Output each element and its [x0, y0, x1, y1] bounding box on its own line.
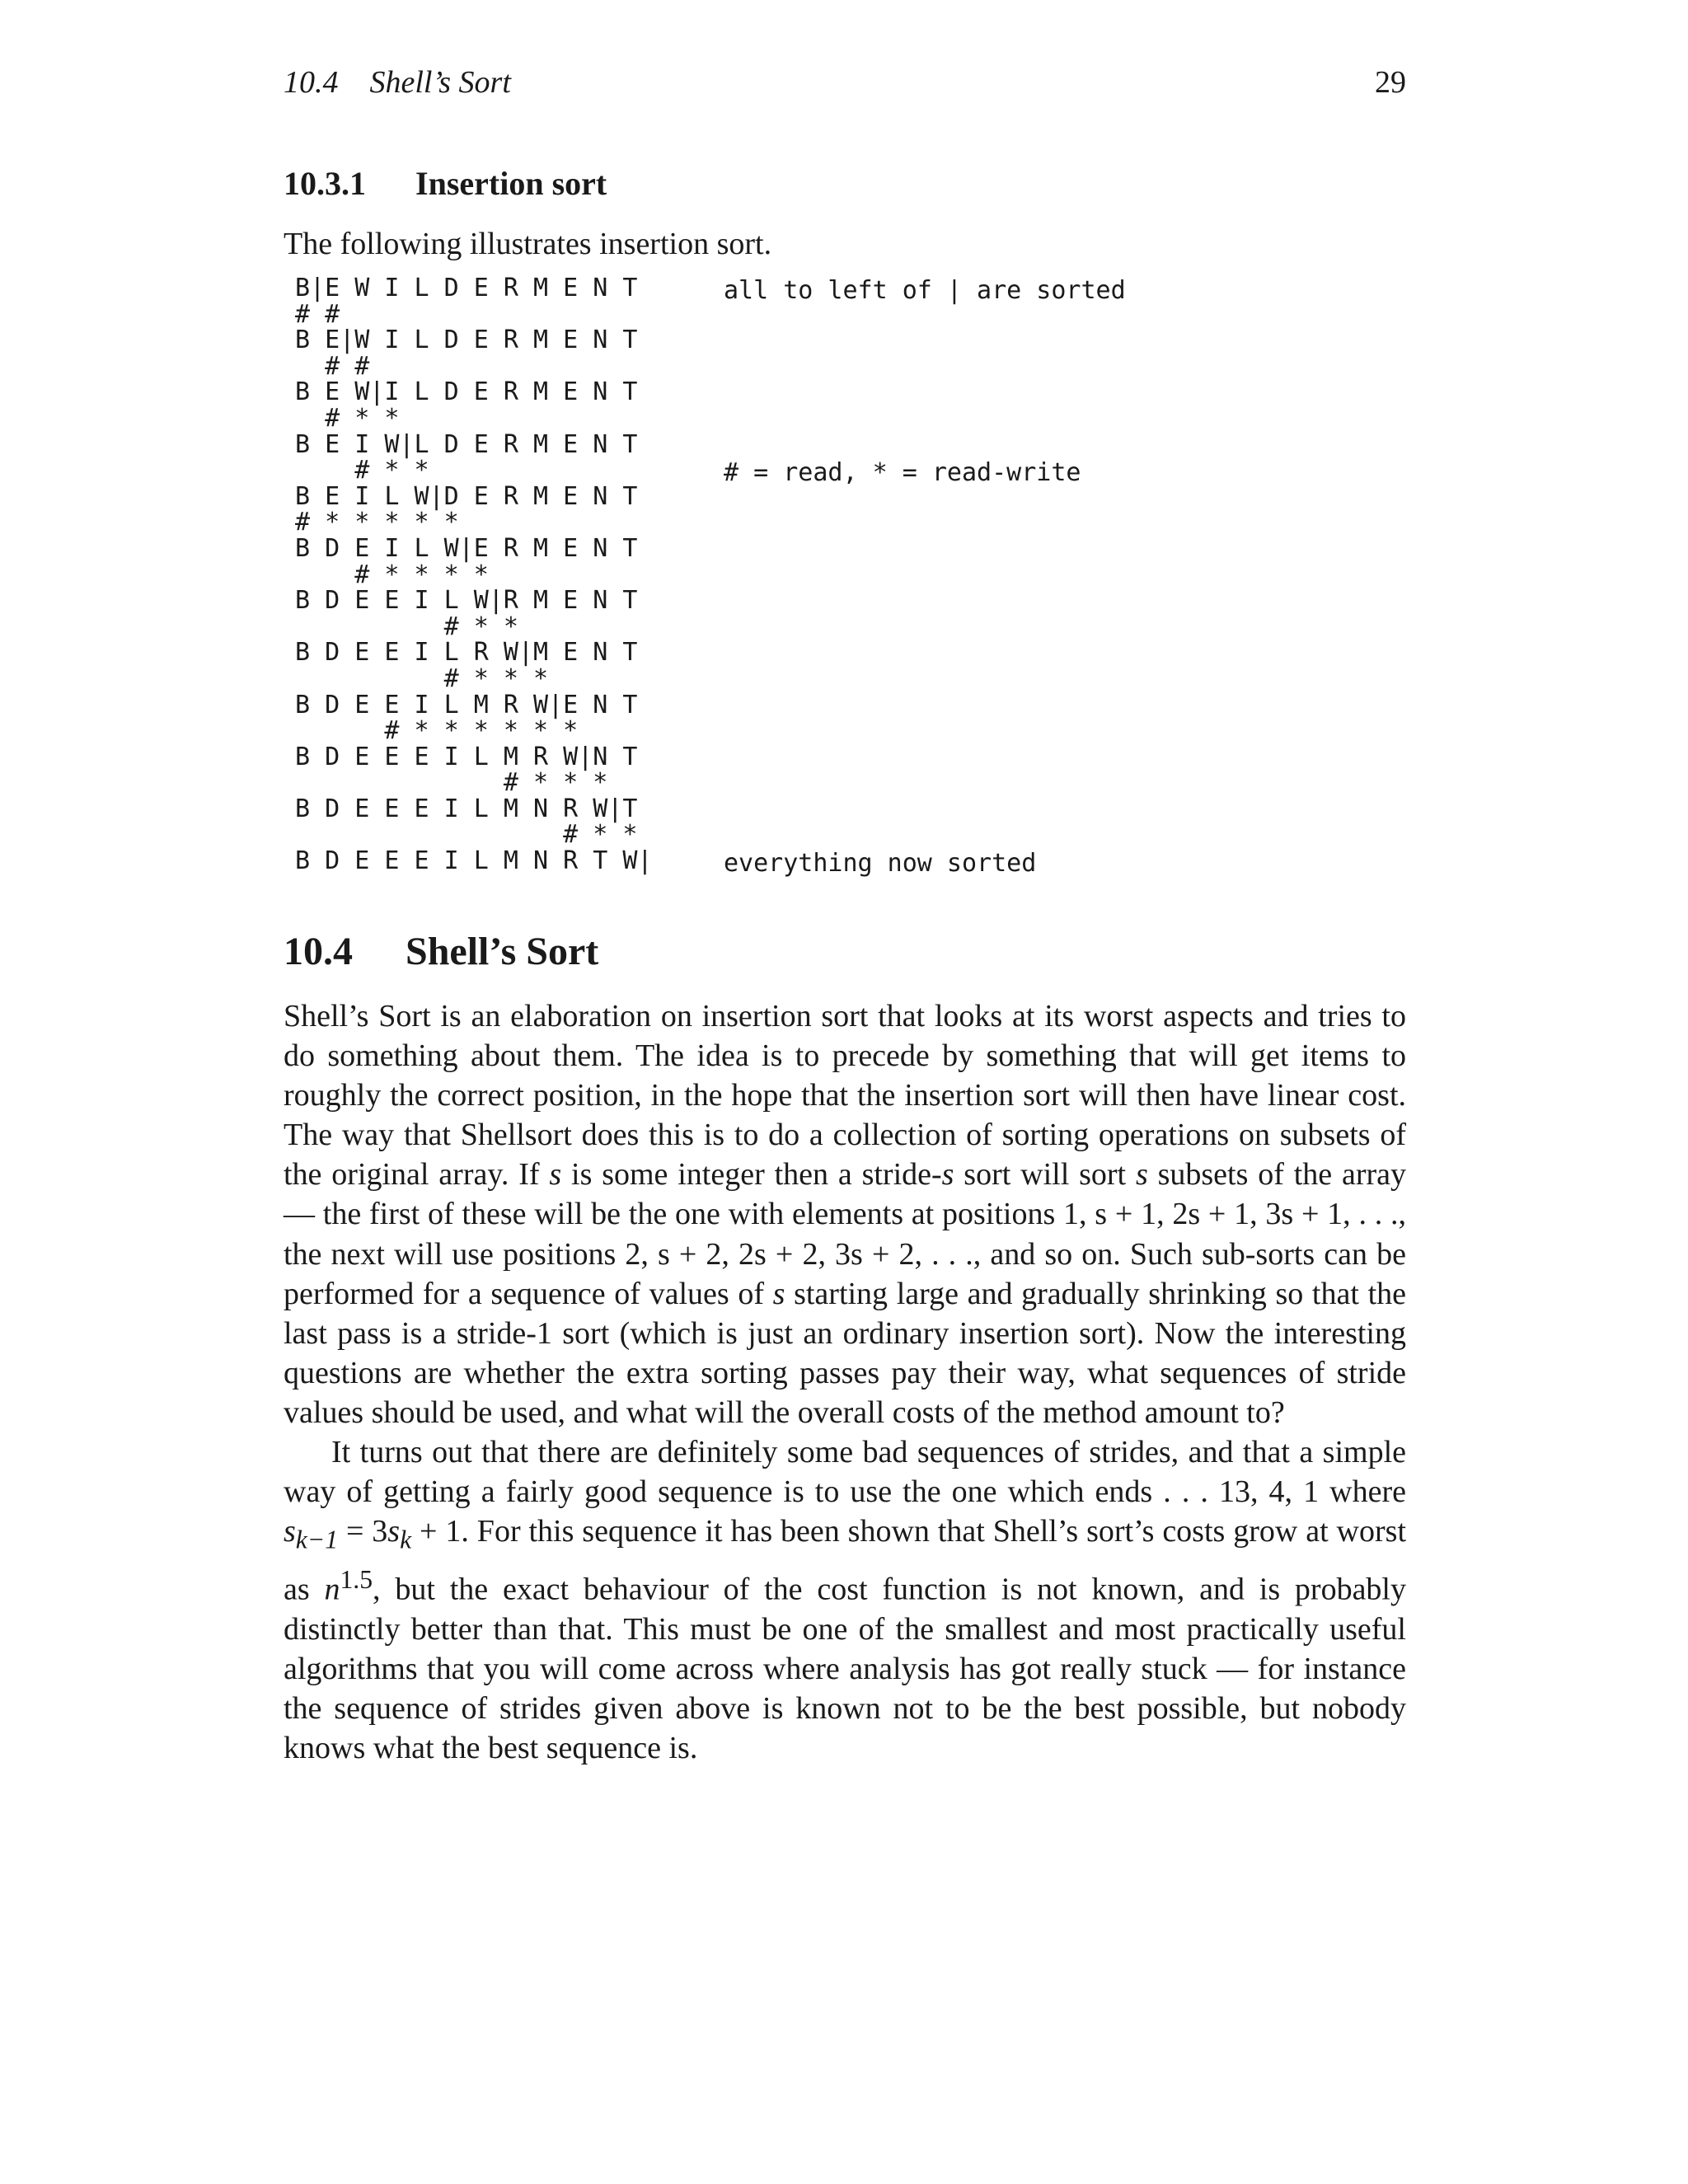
paragraph-2	[284, 1432, 1406, 1768]
text-run: sort will sort	[954, 1157, 1136, 1193]
trace-line: # * *	[295, 820, 638, 850]
math-symbol: s	[387, 1514, 401, 1549]
math-symbol: s	[772, 1276, 785, 1311]
paragraph-1	[284, 996, 1406, 1432]
math-subscript: k	[400, 1525, 412, 1554]
text-run: , the next will use positions	[284, 1197, 1407, 1272]
text-run: starting large and gradually shrinking so that the last pass is a stride-1 sort (which is just an ordinary insertion sort). Now the interesting questions are whether the extra sorting passes pay their way, what sequences of stride values should be used, and what will the overall costs of the method amount to?	[284, 1276, 1406, 1430]
trace-line: # * * *	[295, 768, 608, 798]
trace-line: B D E E E I L M N R T W|	[295, 846, 653, 876]
trace-line: B D E E I L M R W|E N T	[295, 690, 638, 719]
trace-note-end: everything now sorted	[724, 849, 1037, 878]
section-heading	[284, 927, 598, 977]
text-run: , and so on. Such sub-sorts can be performed for a sequence of values of	[284, 1236, 1407, 1311]
subsection-title: Insertion sort	[415, 165, 607, 202]
running-head	[284, 63, 1406, 102]
section-body	[284, 996, 1406, 1768]
trace-line: # #	[295, 299, 340, 329]
math-expression: = 3	[338, 1514, 388, 1549]
trace-note-top: all to left of | are sorted	[724, 276, 1126, 305]
subsection-number: 10.3.1	[284, 165, 366, 202]
text-run: Shell’s Sort is an elaboration on insertion sort that looks at its worst aspects and tries to do something about them. The idea is to precede by something that will get items to roughly the correct position, in the hope that the insertion sort will then have linear cost. The way that Shellsort does this is to do a collection of sorting operations on subsets of the original array. If	[284, 999, 1406, 1193]
text-run: . For this sequence it has been shown that Shell’s sort’s costs grow at worst as	[284, 1514, 1406, 1607]
trace-line: B E W|I L D E R M E N T	[295, 377, 638, 407]
trace-line: # #	[295, 351, 370, 381]
trace-line: # * *	[295, 612, 518, 641]
trace-line: # * * * *	[295, 560, 489, 589]
trace-line: # * * * * * *	[295, 716, 579, 746]
trace-line: B E|W I L D E R M E N T	[295, 326, 638, 355]
insertion-sort-trace	[295, 275, 652, 874]
text-run: subsets of the array — the first of these will be the one with elements at positions	[284, 1157, 1407, 1232]
trace-line: B|E W I L D E R M E N T	[295, 274, 638, 302]
math-expression: 1, s + 1, 2s + 1, 3s + 1, . . .	[1063, 1197, 1399, 1232]
subsection-heading	[284, 163, 607, 204]
trace-line: B D E I L W|E R M E N T	[295, 533, 638, 563]
trace-line: # * *	[295, 403, 400, 433]
trace-line: B D E E I L R W|M E N T	[295, 638, 638, 668]
math-symbol: s	[549, 1157, 562, 1193]
section-number: 10.4	[284, 930, 353, 973]
page-number: 29	[1375, 65, 1406, 100]
math-symbol: s	[1135, 1157, 1148, 1193]
math-symbol: s	[941, 1157, 954, 1193]
text-run: , but the exact behaviour of the cost function is not known, and is probably distinctly better than that. This must be one of the smallest and most practically useful algorithms that you will come across where analysis has got really stuck — for instance the sequence of strides given above is known not to be the best possible, but nobody knows what the best sequence is.	[284, 1572, 1406, 1765]
trace-line: B D E E E I L M N R W|T	[295, 794, 638, 823]
trace-line: B D E E I L W|R M E N T	[295, 586, 638, 616]
math-expression: 2, s + 2, 2s + 2, 3s + 2, . . .	[625, 1236, 973, 1272]
text-run: where	[1319, 1474, 1406, 1510]
math-symbol: n	[324, 1572, 340, 1607]
trace-line: # * *	[295, 456, 429, 485]
trace-line: B E I W|L D E R M E N T	[295, 429, 638, 459]
trace-line: B E I L W|D E R M E N T	[295, 481, 638, 511]
section-title: Shell’s Sort	[406, 930, 599, 973]
math-expression: . . . 13, 4, 1	[1163, 1474, 1320, 1510]
trace-line: # * * *	[295, 663, 549, 693]
running-head-title: 10.4 Shell’s Sort	[284, 65, 511, 100]
subsection-intro: The following illustrates insertion sort.	[284, 227, 772, 261]
text-run: It turns out that there are definitely some bad sequences of strides, and that a simple way of getting a fairly good sequence is to use the one which ends	[284, 1435, 1406, 1510]
math-expression: + 1	[411, 1514, 462, 1549]
math-symbol: s	[284, 1514, 296, 1549]
math-subscript: k−1	[295, 1525, 339, 1554]
trace-line: # * * * * *	[295, 508, 459, 537]
math-superscript: 1.5	[340, 1564, 373, 1594]
trace-line: B D E E E I L M R W|N T	[295, 742, 638, 771]
trace-note-legend: # = read, * = read-write	[724, 458, 1081, 487]
text-run: is some integer then a stride-	[561, 1157, 942, 1193]
